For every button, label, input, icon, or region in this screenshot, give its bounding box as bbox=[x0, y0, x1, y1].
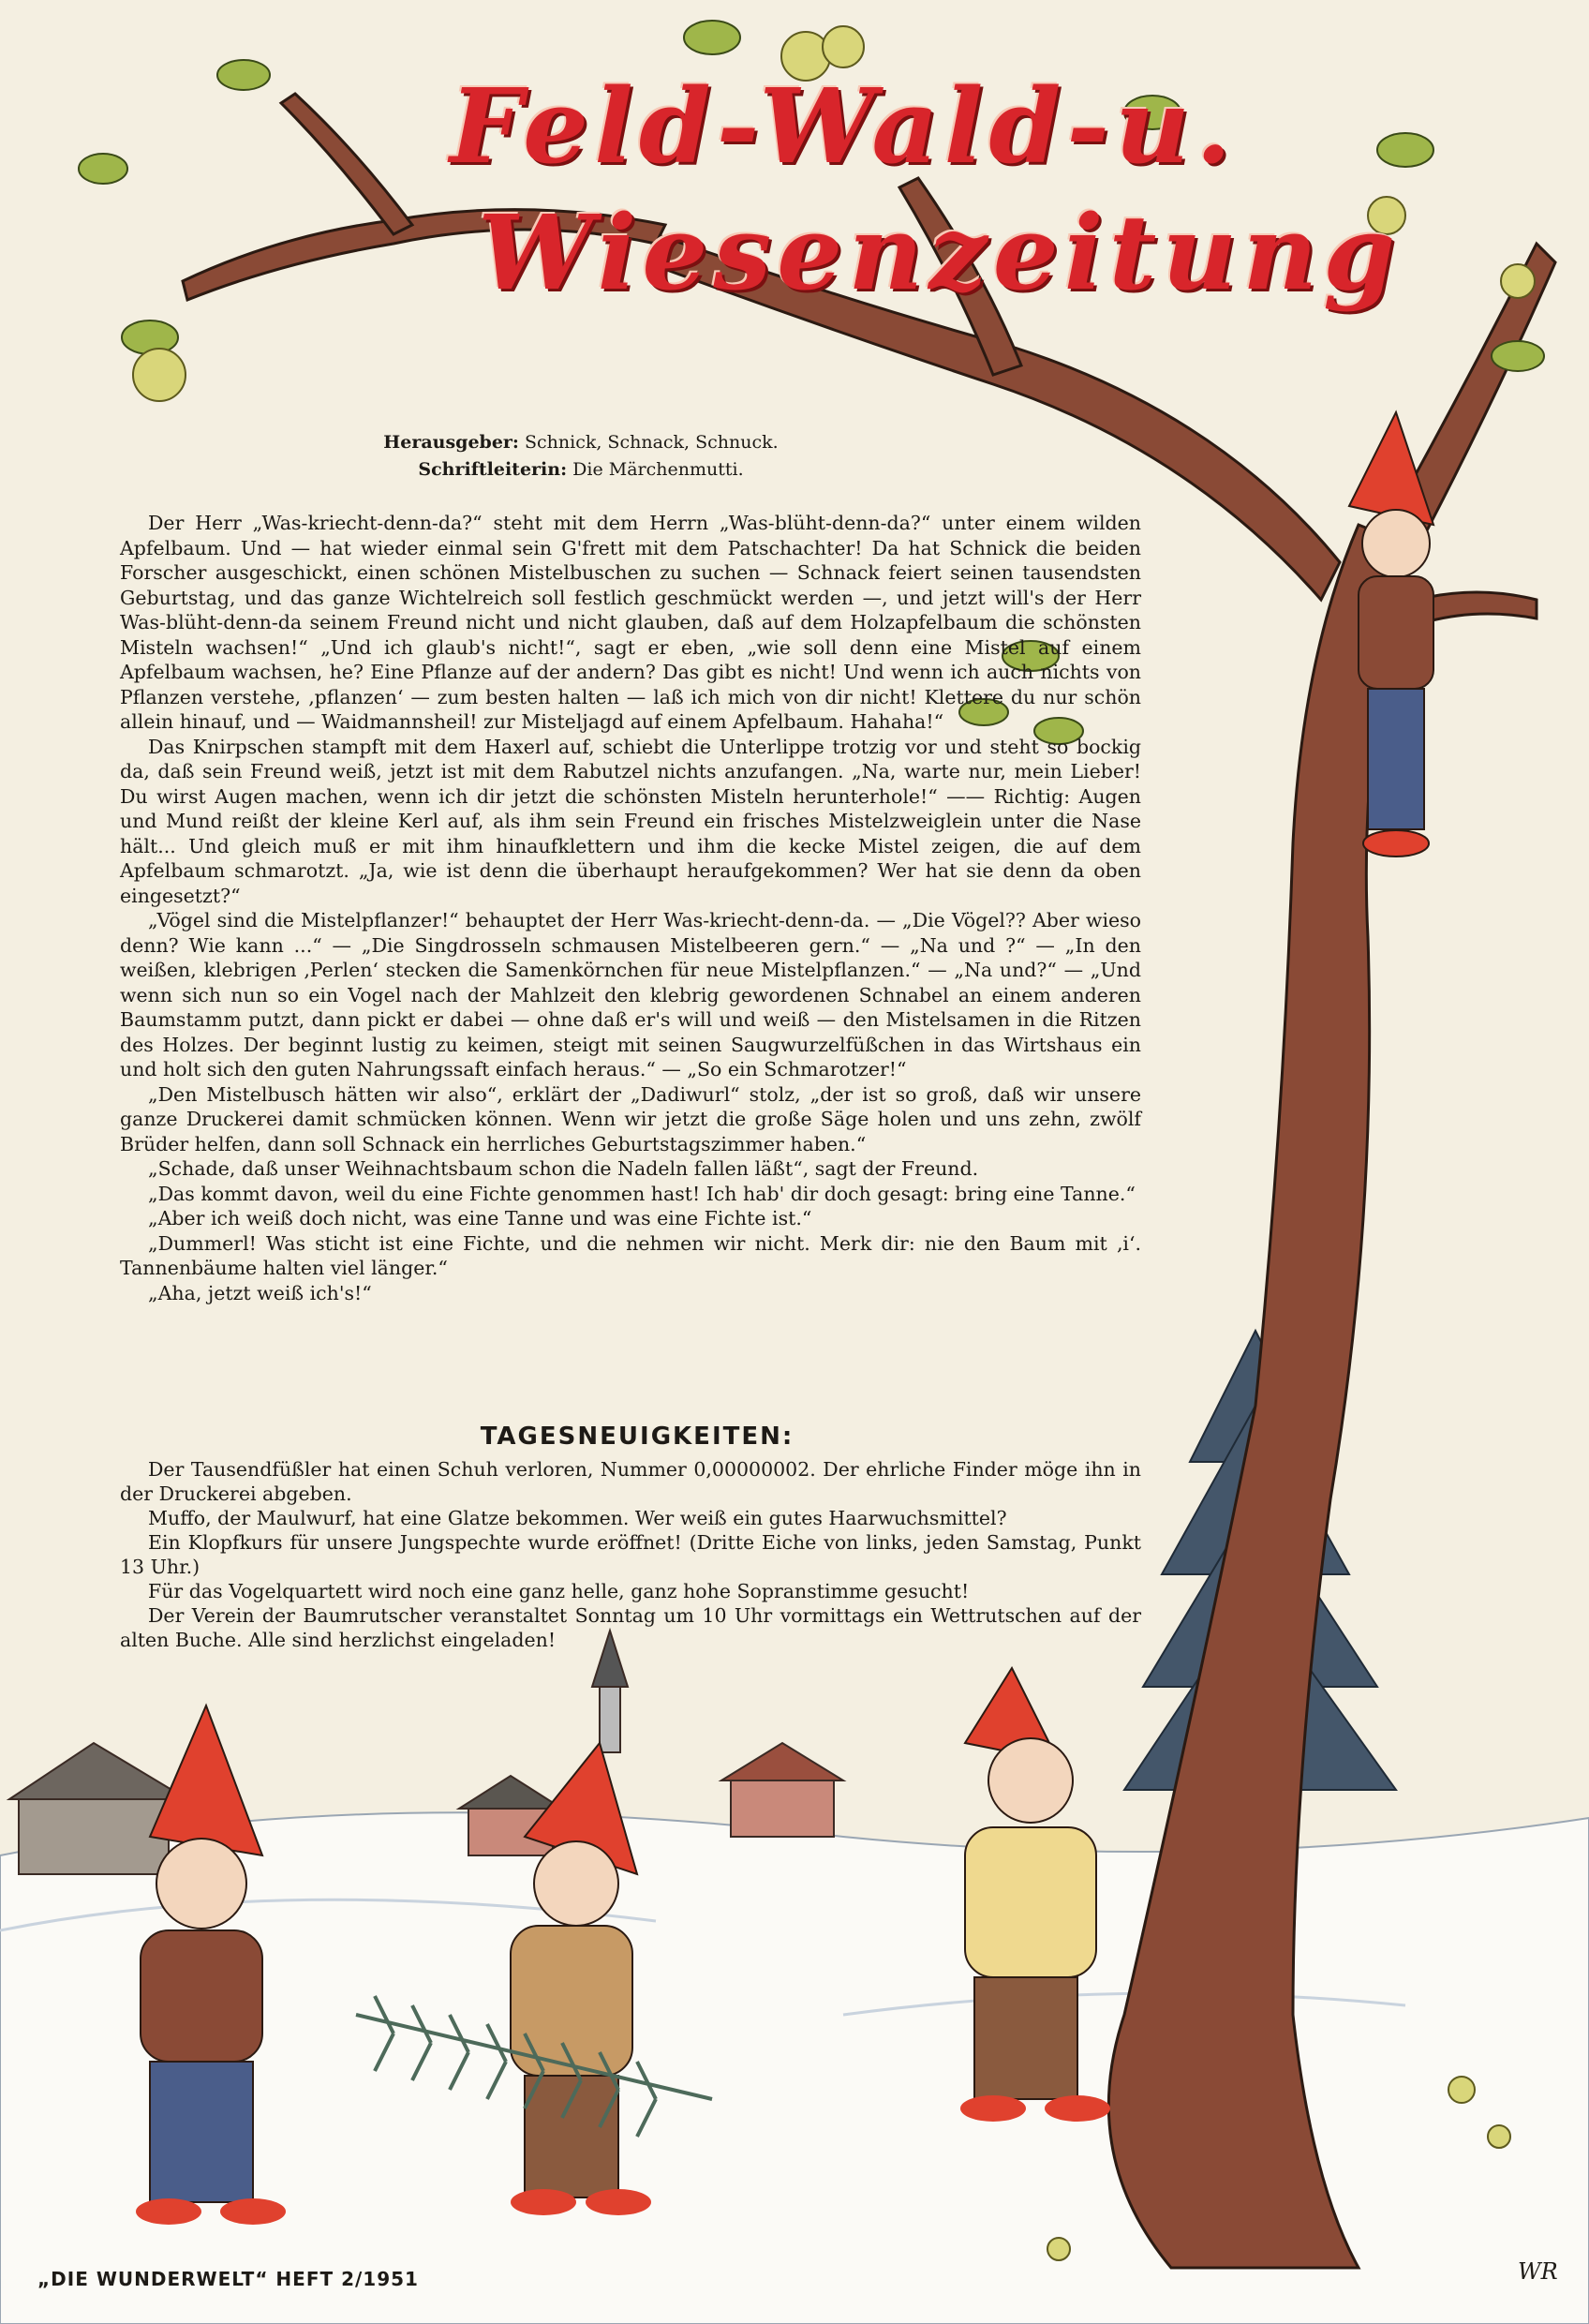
news-item: Ein Klopfkurs für unsere Jungspechte wurde eröffnet! (Dritte Eiche von links, jeden Samstag, Punkt 13 Uhr.) bbox=[120, 1531, 1141, 1578]
editor-label: Schriftleiterin: bbox=[418, 459, 568, 480]
footer-issue: „DIE WUNDERWELT“ HEFT 2/1951 bbox=[37, 2268, 419, 2290]
story-paragraph: Das Knirpschen stampft mit dem Haxerl auf, schiebt die Unterlippe trotzig vor und steht so bockig da, daß sein Freund weiß, jetzt ist mit dem Rabutzel nichts anzufangen. „Na, warte nur, mein Lieber! Du wirst Augen machen, wenn ich dir jetzt die schönsten Misteln herunterhole!“ —— Richtig: Augen und Mund reißt der kleine Kerl auf, als ihm sein Freund ein frisches Mistelzweiglein unter die Nase hält... Und gleich muß er mit ihm hinaufklettern und ihm die kecke Mistel zeigen, die auf dem Apfelbaum schmarotzt. „Ja, wie ist denn die überhaupt heraufgekommen? Wer hat sie denn da oben eingesetzt?“ bbox=[120, 735, 1141, 907]
publisher-value: Schnick, Schnack, Schnuck. bbox=[518, 432, 779, 453]
publisher-label: Herausgeber: bbox=[383, 432, 519, 453]
story-paragraph: „Schade, daß unser Weihnachtsbaum schon die Nadeln fallen läßt“, sagt der Freund. bbox=[148, 1157, 979, 1180]
masthead bbox=[412, 66, 1402, 337]
news-item: Muffo, der Maulwurf, hat eine Glatze bekommen. Wer weiß ein gutes Haarwuchsmittel? bbox=[148, 1507, 1007, 1529]
story-paragraph: „Das kommt davon, weil du eine Fichte genommen hast! Ich hab' dir doch gesagt: bring eine Tanne.“ bbox=[148, 1182, 1136, 1205]
story-paragraph: „Aha, jetzt weiß ich's!“ bbox=[148, 1281, 372, 1304]
news-list bbox=[120, 1457, 1141, 1652]
news-item: Für das Vogelquartett wird noch eine ganz helle, ganz hohe Sopranstimme gesucht! bbox=[148, 1580, 970, 1602]
story-text bbox=[120, 511, 1141, 1305]
news-item: Der Tausendfüßler hat einen Schuh verloren, Nummer 0,00000002. Der ehrliche Finder möge ihn in der Druckerei abgeben. bbox=[120, 1458, 1141, 1505]
masthead-line-1: Feld-Wald-u. bbox=[450, 66, 1238, 186]
story-paragraph: „Vögel sind die Mistelpflanzer!“ behauptet der Herr Was-kriecht-denn-da. — „Die Vögel?? Aber wieso denn? Wie kann ...“ — „Die Singdrosseln schmausen Mistelbeeren gern.“ — „Na und ?“ — „In den weißen, klebrigen ‚Perlen‘ stecken die Samenkörnchen für neue Mistelpflanzen.“ — „Na und?“ — „Und wenn sich nun so ein Vogel nach der Mahlzeit den klebrig gewordenen Schnabel an einem anderen Baumstamm putzt, dann pickt er dabei — ohne daß er's will und weiß — den Mistelsamen in die Ritzen des Holzes. Der beginnt lustig zu keimen, steigt mit seinen Saugwurzelfüßchen in das Wirtshaus ein und holt sich den guten Nahrungssaft einfach heraus.“ — „So ein Schmarotzer!“ bbox=[120, 909, 1141, 1080]
news-item: Der Verein der Baumrutscher veranstaltet Sonntag um 10 Uhr vormittags ein Wettrutschen auf der alten Buche. Alle sind herzlichst eingeladen! bbox=[120, 1604, 1141, 1651]
editor-line bbox=[300, 456, 862, 484]
editor-value: Die Märchenmutti. bbox=[567, 459, 744, 480]
masthead-line-2: Wiesenzeitung bbox=[478, 192, 1402, 313]
story-paragraph: Der Herr „Was-kriecht-denn-da?“ steht mit dem Herrn „Was-blüht-denn-da?“ unter einem wilden Apfelbaum. Und — hat wieder einmal sein G'frett mit dem Patschachter! Da hat Schnick die beiden Forscher ausgeschickt, einen schönen Mistelbuschen zu suchen — Schnack feiert seinen tausendsten Geburtstag, und das ganze Wichtelreich soll festlich geschmückt werden —, und jetzt will's der Herr Was-blüht-denn-da seinem Freund nicht und nicht glauben, daß auf dem Holzapfelbaum die schönsten Misteln wachsen!“ „Und ich glaub's nicht!“, sagt er eben, „wie soll denn eine Mistel auf einem Apfelbaum wachsen, he? Eine Pflanze auf der andern? Das gibt es nicht! Und wenn ich auch nichts von Pflanzen verstehe, ‚pflanzen‘ — zum besten halten — laß ich mich von dir nicht! Klettere du nur schön allein hinauf, und — Waidmannsheil! zur Misteljagd auf einem Apfelbaum. Hahaha!“ bbox=[120, 512, 1141, 733]
credits bbox=[300, 429, 862, 484]
news-heading: TAGESNEUIGKEITEN: bbox=[480, 1423, 794, 1451]
publisher-line bbox=[300, 429, 862, 456]
story-paragraph: „Den Mistelbusch hätten wir also“, erklärt der „Dadiwurl“ stolz, „der ist so groß, daß wir unsere ganze Druckerei damit schmücken können. Wenn wir jetzt die große Säge holen und uns zehn, zwölf Brüder helfen, dann soll Schnack ein herrliches Geburtstagszimmer haben.“ bbox=[120, 1082, 1141, 1155]
story-paragraph: „Dummerl! Was sticht ist eine Fichte, und die nehmen wir nicht. Merk dir: nie den Baum mit ‚i‘. Tannenbäume halten viel länger.“ bbox=[120, 1231, 1141, 1279]
artist-signature: WR bbox=[1518, 2258, 1558, 2285]
story-paragraph: „Aber ich weiß doch nicht, was eine Tanne und was eine Fichte ist.“ bbox=[148, 1207, 812, 1229]
